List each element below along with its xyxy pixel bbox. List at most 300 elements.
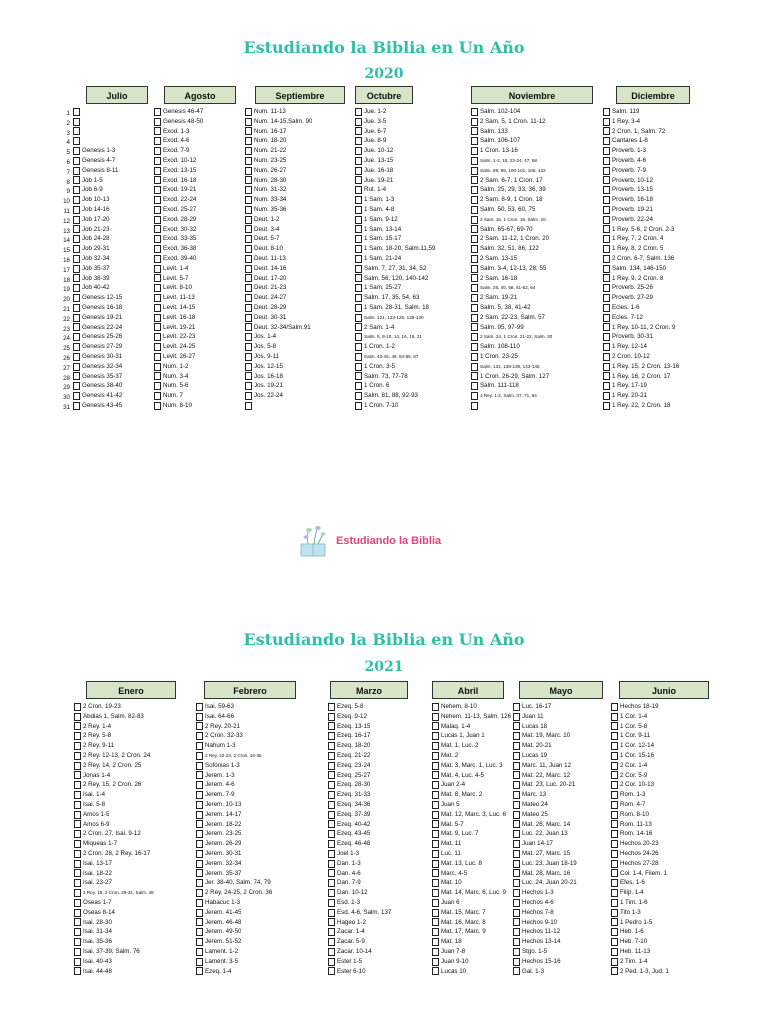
checkbox[interactable] xyxy=(603,274,610,282)
checkbox[interactable] xyxy=(611,850,618,858)
checkbox[interactable] xyxy=(432,722,439,730)
checkbox[interactable] xyxy=(73,108,80,116)
checkbox[interactable] xyxy=(196,752,203,760)
checkbox[interactable] xyxy=(245,333,252,341)
checkbox[interactable] xyxy=(603,304,610,312)
checkbox[interactable] xyxy=(471,382,478,390)
checkbox[interactable] xyxy=(154,216,161,224)
checkbox[interactable] xyxy=(245,196,252,204)
checkbox[interactable] xyxy=(73,118,80,126)
checkbox[interactable] xyxy=(355,274,362,282)
checkbox[interactable] xyxy=(513,928,520,936)
checkbox[interactable] xyxy=(196,703,203,711)
checkbox[interactable] xyxy=(73,147,80,155)
checkbox[interactable] xyxy=(328,742,335,750)
checkbox[interactable] xyxy=(432,948,439,956)
checkbox[interactable] xyxy=(355,333,362,341)
checkbox[interactable] xyxy=(196,958,203,966)
checkbox[interactable] xyxy=(603,186,610,194)
checkbox[interactable] xyxy=(196,791,203,799)
checkbox[interactable] xyxy=(432,860,439,868)
checkbox[interactable] xyxy=(74,762,81,770)
checkbox[interactable] xyxy=(513,869,520,877)
checkbox[interactable] xyxy=(73,314,80,322)
checkbox[interactable] xyxy=(355,118,362,126)
checkbox[interactable] xyxy=(355,167,362,175)
checkbox[interactable] xyxy=(245,274,252,282)
checkbox[interactable] xyxy=(611,762,618,770)
checkbox[interactable] xyxy=(196,879,203,887)
checkbox[interactable] xyxy=(73,245,80,253)
checkbox[interactable] xyxy=(432,703,439,711)
checkbox[interactable] xyxy=(513,938,520,946)
checkbox[interactable] xyxy=(73,186,80,194)
checkbox[interactable] xyxy=(154,323,161,331)
checkbox[interactable] xyxy=(196,840,203,848)
checkbox[interactable] xyxy=(603,196,610,204)
checkbox[interactable] xyxy=(74,918,81,926)
checkbox[interactable] xyxy=(611,732,618,740)
checkbox[interactable] xyxy=(471,157,478,165)
checkbox[interactable] xyxy=(355,372,362,380)
checkbox[interactable] xyxy=(471,176,478,184)
checkbox[interactable] xyxy=(603,235,610,243)
checkbox[interactable] xyxy=(513,830,520,838)
checkbox[interactable] xyxy=(611,899,618,907)
checkbox[interactable] xyxy=(611,948,618,956)
checkbox[interactable] xyxy=(245,294,252,302)
checkbox[interactable] xyxy=(355,216,362,224)
checkbox[interactable] xyxy=(154,363,161,371)
checkbox[interactable] xyxy=(154,343,161,351)
checkbox[interactable] xyxy=(74,811,81,819)
checkbox[interactable] xyxy=(73,323,80,331)
checkbox[interactable] xyxy=(154,225,161,233)
checkbox[interactable] xyxy=(245,167,252,175)
checkbox[interactable] xyxy=(355,157,362,165)
checkbox[interactable] xyxy=(154,274,161,282)
checkbox[interactable] xyxy=(73,196,80,204)
checkbox[interactable] xyxy=(355,176,362,184)
checkbox[interactable] xyxy=(432,752,439,760)
checkbox[interactable] xyxy=(73,206,80,214)
checkbox[interactable] xyxy=(73,225,80,233)
checkbox[interactable] xyxy=(328,820,335,828)
checkbox[interactable] xyxy=(471,333,478,341)
checkbox[interactable] xyxy=(355,235,362,243)
checkbox[interactable] xyxy=(603,147,610,155)
checkbox[interactable] xyxy=(73,294,80,302)
checkbox[interactable] xyxy=(74,899,81,907)
checkbox[interactable] xyxy=(611,781,618,789)
checkbox[interactable] xyxy=(513,752,520,760)
checkbox[interactable] xyxy=(328,938,335,946)
checkbox[interactable] xyxy=(328,811,335,819)
checkbox[interactable] xyxy=(328,840,335,848)
checkbox[interactable] xyxy=(611,791,618,799)
checkbox[interactable] xyxy=(245,137,252,145)
checkbox[interactable] xyxy=(513,703,520,711)
checkbox[interactable] xyxy=(355,323,362,331)
checkbox[interactable] xyxy=(432,732,439,740)
checkbox[interactable] xyxy=(328,732,335,740)
checkbox[interactable] xyxy=(611,811,618,819)
checkbox[interactable] xyxy=(74,860,81,868)
checkbox[interactable] xyxy=(245,255,252,263)
checkbox[interactable] xyxy=(74,889,81,897)
checkbox[interactable] xyxy=(432,928,439,936)
checkbox[interactable] xyxy=(432,958,439,966)
checkbox[interactable] xyxy=(196,928,203,936)
checkbox[interactable] xyxy=(73,167,80,175)
checkbox[interactable] xyxy=(196,889,203,897)
checkbox[interactable] xyxy=(603,333,610,341)
checkbox[interactable] xyxy=(355,255,362,263)
checkbox[interactable] xyxy=(471,255,478,263)
checkbox[interactable] xyxy=(74,791,81,799)
checkbox[interactable] xyxy=(73,216,80,224)
checkbox[interactable] xyxy=(432,781,439,789)
checkbox[interactable] xyxy=(196,713,203,721)
checkbox[interactable] xyxy=(74,909,81,917)
checkbox[interactable] xyxy=(432,830,439,838)
checkbox[interactable] xyxy=(245,147,252,155)
checkbox[interactable] xyxy=(603,118,610,126)
checkbox[interactable] xyxy=(513,948,520,956)
checkbox[interactable] xyxy=(513,840,520,848)
checkbox[interactable] xyxy=(154,245,161,253)
checkbox[interactable] xyxy=(471,108,478,116)
checkbox[interactable] xyxy=(245,206,252,214)
checkbox[interactable] xyxy=(603,382,610,390)
checkbox[interactable] xyxy=(611,742,618,750)
checkbox[interactable] xyxy=(196,742,203,750)
checkbox[interactable] xyxy=(432,909,439,917)
checkbox[interactable] xyxy=(513,860,520,868)
checkbox[interactable] xyxy=(603,167,610,175)
checkbox[interactable] xyxy=(74,732,81,740)
checkbox[interactable] xyxy=(471,343,478,351)
checkbox[interactable] xyxy=(196,909,203,917)
checkbox[interactable] xyxy=(611,860,618,868)
checkbox[interactable] xyxy=(196,869,203,877)
checkbox[interactable] xyxy=(74,820,81,828)
checkbox[interactable] xyxy=(471,392,478,400)
checkbox[interactable] xyxy=(603,137,610,145)
checkbox[interactable] xyxy=(432,869,439,877)
checkbox[interactable] xyxy=(74,713,81,721)
checkbox[interactable] xyxy=(355,137,362,145)
checkbox[interactable] xyxy=(603,392,610,400)
checkbox[interactable] xyxy=(74,938,81,946)
checkbox[interactable] xyxy=(432,801,439,809)
checkbox[interactable] xyxy=(611,889,618,897)
checkbox[interactable] xyxy=(328,801,335,809)
checkbox[interactable] xyxy=(245,245,252,253)
checkbox[interactable] xyxy=(73,402,80,410)
checkbox[interactable] xyxy=(154,176,161,184)
checkbox[interactable] xyxy=(245,353,252,361)
checkbox[interactable] xyxy=(245,284,252,292)
checkbox[interactable] xyxy=(603,176,610,184)
checkbox[interactable] xyxy=(432,742,439,750)
checkbox[interactable] xyxy=(196,801,203,809)
checkbox[interactable] xyxy=(74,703,81,711)
checkbox[interactable] xyxy=(245,216,252,224)
checkbox[interactable] xyxy=(74,948,81,956)
checkbox[interactable] xyxy=(603,255,610,263)
checkbox[interactable] xyxy=(328,860,335,868)
checkbox[interactable] xyxy=(513,791,520,799)
checkbox[interactable] xyxy=(611,928,618,936)
checkbox[interactable] xyxy=(154,372,161,380)
checkbox[interactable] xyxy=(355,363,362,371)
checkbox[interactable] xyxy=(611,869,618,877)
checkbox[interactable] xyxy=(513,889,520,897)
checkbox[interactable] xyxy=(196,811,203,819)
checkbox[interactable] xyxy=(245,314,252,322)
checkbox[interactable] xyxy=(355,353,362,361)
checkbox[interactable] xyxy=(603,372,610,380)
checkbox[interactable] xyxy=(74,879,81,887)
checkbox[interactable] xyxy=(355,343,362,351)
checkbox[interactable] xyxy=(611,722,618,730)
checkbox[interactable] xyxy=(154,147,161,155)
checkbox[interactable] xyxy=(196,860,203,868)
checkbox[interactable] xyxy=(471,216,478,224)
checkbox[interactable] xyxy=(196,830,203,838)
checkbox[interactable] xyxy=(328,791,335,799)
checkbox[interactable] xyxy=(328,899,335,907)
checkbox[interactable] xyxy=(154,333,161,341)
checkbox[interactable] xyxy=(74,801,81,809)
checkbox[interactable] xyxy=(74,850,81,858)
checkbox[interactable] xyxy=(73,176,80,184)
checkbox[interactable] xyxy=(328,967,335,975)
checkbox[interactable] xyxy=(245,225,252,233)
checkbox[interactable] xyxy=(328,713,335,721)
checkbox[interactable] xyxy=(196,732,203,740)
checkbox[interactable] xyxy=(328,781,335,789)
checkbox[interactable] xyxy=(73,127,80,135)
checkbox[interactable] xyxy=(471,147,478,155)
checkbox[interactable] xyxy=(432,889,439,897)
checkbox[interactable] xyxy=(471,186,478,194)
checkbox[interactable] xyxy=(196,722,203,730)
checkbox[interactable] xyxy=(328,889,335,897)
checkbox[interactable] xyxy=(355,196,362,204)
checkbox[interactable] xyxy=(73,137,80,145)
checkbox[interactable] xyxy=(73,265,80,273)
checkbox[interactable] xyxy=(74,830,81,838)
checkbox[interactable] xyxy=(513,899,520,907)
checkbox[interactable] xyxy=(471,323,478,331)
checkbox[interactable] xyxy=(603,127,610,135)
checkbox[interactable] xyxy=(245,176,252,184)
checkbox[interactable] xyxy=(471,127,478,135)
checkbox[interactable] xyxy=(603,314,610,322)
checkbox[interactable] xyxy=(471,274,478,282)
checkbox[interactable] xyxy=(432,811,439,819)
checkbox[interactable] xyxy=(432,771,439,779)
checkbox[interactable] xyxy=(471,245,478,253)
checkbox[interactable] xyxy=(328,722,335,730)
checkbox[interactable] xyxy=(245,157,252,165)
checkbox[interactable] xyxy=(471,304,478,312)
checkbox[interactable] xyxy=(432,713,439,721)
checkbox[interactable] xyxy=(196,948,203,956)
checkbox[interactable] xyxy=(471,363,478,371)
checkbox[interactable] xyxy=(471,353,478,361)
checkbox[interactable] xyxy=(611,703,618,711)
checkbox[interactable] xyxy=(603,206,610,214)
checkbox[interactable] xyxy=(513,967,520,975)
checkbox[interactable] xyxy=(513,958,520,966)
checkbox[interactable] xyxy=(611,752,618,760)
checkbox[interactable] xyxy=(603,225,610,233)
checkbox[interactable] xyxy=(432,879,439,887)
checkbox[interactable] xyxy=(432,840,439,848)
checkbox[interactable] xyxy=(245,127,252,135)
checkbox[interactable] xyxy=(513,762,520,770)
checkbox[interactable] xyxy=(611,801,618,809)
checkbox[interactable] xyxy=(154,392,161,400)
checkbox[interactable] xyxy=(154,118,161,126)
checkbox[interactable] xyxy=(513,732,520,740)
checkbox[interactable] xyxy=(73,353,80,361)
checkbox[interactable] xyxy=(355,304,362,312)
checkbox[interactable] xyxy=(154,137,161,145)
checkbox[interactable] xyxy=(513,722,520,730)
checkbox[interactable] xyxy=(154,157,161,165)
checkbox[interactable] xyxy=(74,869,81,877)
checkbox[interactable] xyxy=(513,820,520,828)
checkbox[interactable] xyxy=(355,284,362,292)
checkbox[interactable] xyxy=(355,206,362,214)
checkbox[interactable] xyxy=(513,850,520,858)
checkbox[interactable] xyxy=(154,284,161,292)
checkbox[interactable] xyxy=(196,820,203,828)
checkbox[interactable] xyxy=(471,206,478,214)
checkbox[interactable] xyxy=(328,909,335,917)
checkbox[interactable] xyxy=(603,157,610,165)
checkbox[interactable] xyxy=(154,235,161,243)
checkbox[interactable] xyxy=(603,216,610,224)
checkbox[interactable] xyxy=(73,304,80,312)
checkbox[interactable] xyxy=(73,343,80,351)
checkbox[interactable] xyxy=(154,186,161,194)
checkbox[interactable] xyxy=(328,918,335,926)
checkbox[interactable] xyxy=(328,830,335,838)
checkbox[interactable] xyxy=(328,762,335,770)
checkbox[interactable] xyxy=(74,928,81,936)
checkbox[interactable] xyxy=(432,967,439,975)
checkbox[interactable] xyxy=(603,402,610,410)
checkbox[interactable] xyxy=(245,235,252,243)
checkbox[interactable] xyxy=(471,294,478,302)
checkbox[interactable] xyxy=(74,840,81,848)
checkbox[interactable] xyxy=(611,879,618,887)
checkbox[interactable] xyxy=(611,909,618,917)
checkbox[interactable] xyxy=(328,948,335,956)
checkbox[interactable] xyxy=(432,938,439,946)
checkbox[interactable] xyxy=(603,265,610,273)
checkbox[interactable] xyxy=(74,742,81,750)
checkbox[interactable] xyxy=(355,402,362,410)
checkbox[interactable] xyxy=(471,225,478,233)
checkbox[interactable] xyxy=(196,967,203,975)
checkbox[interactable] xyxy=(196,781,203,789)
checkbox[interactable] xyxy=(611,938,618,946)
checkbox[interactable] xyxy=(245,363,252,371)
checkbox[interactable] xyxy=(154,167,161,175)
checkbox[interactable] xyxy=(245,323,252,331)
checkbox[interactable] xyxy=(432,850,439,858)
checkbox[interactable] xyxy=(73,372,80,380)
checkbox[interactable] xyxy=(513,918,520,926)
checkbox[interactable] xyxy=(73,333,80,341)
checkbox[interactable] xyxy=(513,771,520,779)
checkbox[interactable] xyxy=(471,265,478,273)
checkbox[interactable] xyxy=(154,108,161,116)
checkbox[interactable] xyxy=(603,343,610,351)
checkbox[interactable] xyxy=(154,196,161,204)
checkbox[interactable] xyxy=(328,771,335,779)
checkbox[interactable] xyxy=(355,265,362,273)
checkbox[interactable] xyxy=(74,752,81,760)
checkbox[interactable] xyxy=(196,899,203,907)
checkbox[interactable] xyxy=(432,791,439,799)
checkbox[interactable] xyxy=(73,235,80,243)
checkbox[interactable] xyxy=(154,353,161,361)
checkbox[interactable] xyxy=(328,928,335,936)
checkbox[interactable] xyxy=(432,820,439,828)
checkbox[interactable] xyxy=(611,967,618,975)
checkbox[interactable] xyxy=(471,372,478,380)
checkbox[interactable] xyxy=(471,137,478,145)
checkbox[interactable] xyxy=(513,801,520,809)
checkbox[interactable] xyxy=(611,958,618,966)
checkbox[interactable] xyxy=(245,186,252,194)
checkbox[interactable] xyxy=(355,147,362,155)
checkbox[interactable] xyxy=(154,294,161,302)
checkbox[interactable] xyxy=(154,255,161,263)
checkbox[interactable] xyxy=(328,752,335,760)
checkbox[interactable] xyxy=(73,157,80,165)
checkbox[interactable] xyxy=(74,771,81,779)
checkbox[interactable] xyxy=(432,918,439,926)
checkbox[interactable] xyxy=(513,811,520,819)
checkbox[interactable] xyxy=(355,108,362,116)
checkbox[interactable] xyxy=(355,294,362,302)
checkbox[interactable] xyxy=(245,108,252,116)
checkbox[interactable] xyxy=(74,722,81,730)
checkbox[interactable] xyxy=(196,918,203,926)
checkbox[interactable] xyxy=(603,294,610,302)
checkbox[interactable] xyxy=(611,820,618,828)
checkbox[interactable] xyxy=(355,245,362,253)
checkbox[interactable] xyxy=(355,314,362,322)
checkbox[interactable] xyxy=(355,392,362,400)
checkbox[interactable] xyxy=(245,392,252,400)
checkbox[interactable] xyxy=(611,771,618,779)
checkbox[interactable] xyxy=(154,265,161,273)
checkbox[interactable] xyxy=(603,323,610,331)
checkbox[interactable] xyxy=(74,967,81,975)
checkbox[interactable] xyxy=(432,762,439,770)
checkbox[interactable] xyxy=(355,382,362,390)
checkbox[interactable] xyxy=(245,372,252,380)
